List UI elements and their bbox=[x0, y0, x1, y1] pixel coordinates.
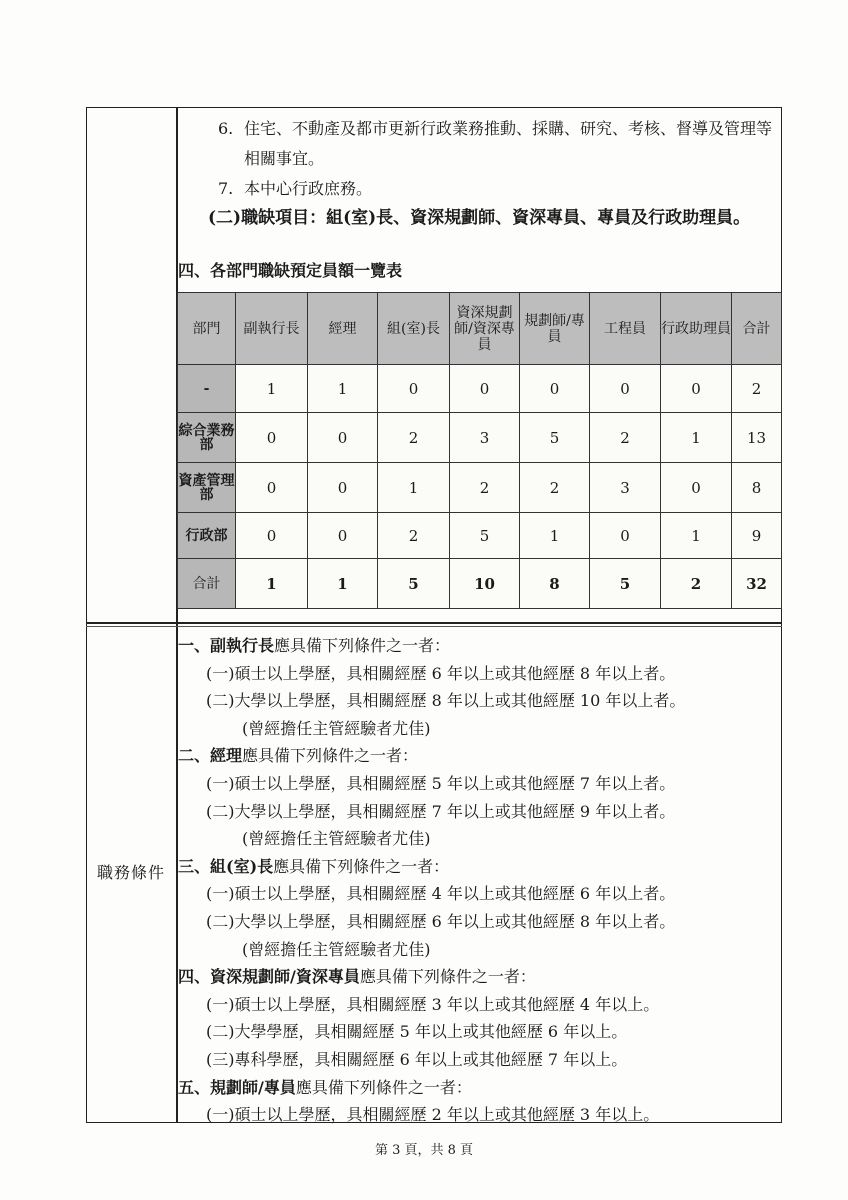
qualification-suffix: 應具備下列條件之一者： bbox=[242, 746, 419, 766]
value-cell: 2 bbox=[378, 513, 450, 559]
table-row bbox=[178, 413, 782, 463]
qualification-title: 副執行長 bbox=[210, 636, 275, 655]
value-cell: 1 bbox=[378, 463, 450, 513]
value-cell: 10 bbox=[450, 559, 520, 609]
value-cell: 0 bbox=[308, 413, 378, 463]
value-cell: 0 bbox=[378, 365, 450, 413]
qualifications-list bbox=[178, 632, 784, 1129]
qualification-heading bbox=[178, 963, 784, 991]
duty-number: 7. bbox=[218, 179, 234, 198]
value-cell: 0 bbox=[236, 463, 308, 513]
value-cell: 1 bbox=[236, 365, 308, 413]
value-cell: 1 bbox=[308, 559, 378, 609]
value-cell: 2 bbox=[590, 413, 661, 463]
qualification-item: (一)碩士以上學歷，具相關經歷 6 年以上或其他經歷 8 年以上者。 bbox=[206, 663, 676, 683]
qualification-item: (一)碩士以上學歷，具相關經歷 4 年以上或其他經歷 6 年以上者。 bbox=[206, 884, 676, 904]
dept-cell: - bbox=[178, 365, 236, 413]
qualification-title: 規劃師/專員 bbox=[210, 1077, 296, 1097]
value-cell: 2 bbox=[520, 463, 590, 513]
value-cell: 1 bbox=[308, 365, 378, 413]
value-cell: 1 bbox=[661, 413, 732, 463]
qualification-heading bbox=[178, 1074, 784, 1102]
qualification-title: 經理 bbox=[210, 746, 243, 766]
qualification-item: (二)大學學歷，具相關經歷 5 年以上或其他經歷 6 年以上。 bbox=[206, 1022, 628, 1042]
row-divider-inner bbox=[86, 626, 782, 627]
qualification-prefix: 一、 bbox=[178, 636, 211, 655]
duty-number: 6. bbox=[218, 119, 234, 138]
value-cell: 0 bbox=[236, 513, 308, 559]
value-cell: 5 bbox=[378, 559, 450, 609]
value-cell: 2 bbox=[378, 413, 450, 463]
qualification-item: (二)大學以上學歷，具相關經歷 7 年以上或其他經歷 9 年以上者。 bbox=[206, 801, 676, 821]
header-total: 合計 bbox=[732, 293, 782, 365]
table-row bbox=[178, 463, 782, 513]
value-cell: 0 bbox=[661, 463, 732, 513]
value-cell: 5 bbox=[520, 413, 590, 463]
value-cell: 1 bbox=[520, 513, 590, 559]
qualification-item: (一)碩士以上學歷，具相關經歷 3 年以上或其他經歷 4 年以上。 bbox=[206, 994, 660, 1014]
header-dept: 部門 bbox=[178, 293, 236, 365]
qualification-heading bbox=[178, 632, 784, 660]
total-cell: 13 bbox=[732, 413, 782, 463]
qualification-item: (二)大學以上學歷，具相關經歷 6 年以上或其他經歷 8 年以上者。 bbox=[206, 911, 676, 931]
quota-table bbox=[177, 292, 782, 609]
value-cell: 5 bbox=[450, 513, 520, 559]
dept-cell: 合計 bbox=[178, 559, 236, 609]
total-cell: 32 bbox=[732, 559, 782, 609]
qualification-title: 資深規劃師/資深專員 bbox=[210, 967, 360, 987]
qualification-heading bbox=[178, 742, 784, 770]
header-manager: 經理 bbox=[308, 293, 378, 365]
value-cell: 0 bbox=[308, 463, 378, 513]
total-cell: 9 bbox=[732, 513, 782, 559]
qualification-prefix: 三、 bbox=[178, 856, 211, 876]
qualification-item: (三)專科學歷，具相關經歷 6 年以上或其他經歷 7 年以上。 bbox=[206, 1049, 628, 1069]
value-cell: 0 bbox=[590, 513, 661, 559]
page-number-footer: 第 3 頁，共 8 頁 bbox=[374, 1143, 474, 1158]
qualification-item: (二)大學以上學歷，具相關經歷 8 年以上或其他經歷 10 年以上者。 bbox=[206, 691, 686, 711]
value-cell: 5 bbox=[590, 559, 661, 609]
duties-list bbox=[218, 114, 786, 204]
header-deputy-director: 副執行長 bbox=[236, 293, 308, 365]
header-senior-planner: 資深規劃師/資深專員 bbox=[450, 293, 520, 365]
value-cell: 8 bbox=[520, 559, 590, 609]
duty-text: 住宅、不動產及都市更新行政業務推動、採購、研究、考核、督導及管理等相關事宜。 bbox=[244, 119, 773, 168]
value-cell: 0 bbox=[661, 365, 732, 413]
qualification-heading bbox=[178, 853, 784, 881]
value-cell: 0 bbox=[450, 365, 520, 413]
header-section-chief: 組(室)長 bbox=[378, 293, 450, 365]
qualification-item: (一)碩士以上學歷，具相關經歷 5 年以上或其他經歷 7 年以上者。 bbox=[206, 773, 676, 793]
qualification-item: (一)碩士以上學歷，具相關經歷 2 年以上或其他經歷 3 年以上。 bbox=[206, 1105, 660, 1125]
qualification-title: 組(室)長 bbox=[210, 856, 274, 876]
value-cell: 2 bbox=[661, 559, 732, 609]
duty-text: 本中心行政庶務。 bbox=[244, 179, 373, 198]
value-cell: 3 bbox=[450, 413, 520, 463]
dept-cell: 綜合業務部 bbox=[178, 413, 236, 463]
value-cell: 3 bbox=[590, 463, 661, 513]
qualification-prefix: 二、 bbox=[178, 746, 211, 766]
qualification-suffix: 應具備下列條件之一者： bbox=[273, 856, 450, 876]
qualification-note: (曾經擔任主管經驗者尤佳) bbox=[242, 939, 431, 959]
value-cell: 0 bbox=[590, 365, 661, 413]
table-total-row bbox=[178, 559, 782, 609]
value-cell: 0 bbox=[308, 513, 378, 559]
table-row bbox=[178, 365, 782, 413]
qualification-prefix: 五、 bbox=[178, 1077, 211, 1097]
qualification-suffix: 應具備下列條件之一者： bbox=[274, 636, 451, 655]
duty-item bbox=[218, 114, 786, 174]
value-cell: 0 bbox=[520, 365, 590, 413]
section-four-heading: 四、各部門職缺預定員額一覽表 bbox=[178, 261, 403, 280]
total-cell: 8 bbox=[732, 463, 782, 513]
qualification-prefix: 四、 bbox=[178, 967, 211, 987]
header-admin-assistant: 行政助理員 bbox=[661, 293, 732, 365]
row-divider bbox=[86, 622, 782, 624]
header-planner: 規劃師/專員 bbox=[520, 293, 590, 365]
dept-cell: 行政部 bbox=[178, 513, 236, 559]
qualification-suffix: 應具備下列條件之一者： bbox=[295, 1077, 472, 1097]
value-cell: 0 bbox=[236, 413, 308, 463]
value-cell: 1 bbox=[236, 559, 308, 609]
duty-item bbox=[218, 174, 786, 204]
qualification-suffix: 應具備下列條件之一者： bbox=[359, 967, 536, 987]
table-header-row bbox=[178, 293, 782, 365]
total-cell: 2 bbox=[732, 365, 782, 413]
table-row bbox=[178, 513, 782, 559]
qualification-note: (曾經擔任主管經驗者尤佳) bbox=[242, 829, 431, 849]
dept-cell: 資產管理部 bbox=[178, 463, 236, 513]
qualification-note: (曾經擔任主管經驗者尤佳) bbox=[242, 718, 431, 738]
qualifications-label: 職務條件 bbox=[96, 863, 165, 882]
positions-heading: (二)職缺項目：組(室)長、資深規劃師、資深專員、專員及行政助理員。 bbox=[208, 208, 751, 228]
value-cell: 1 bbox=[661, 513, 732, 559]
header-engineer: 工程員 bbox=[590, 293, 661, 365]
value-cell: 2 bbox=[450, 463, 520, 513]
